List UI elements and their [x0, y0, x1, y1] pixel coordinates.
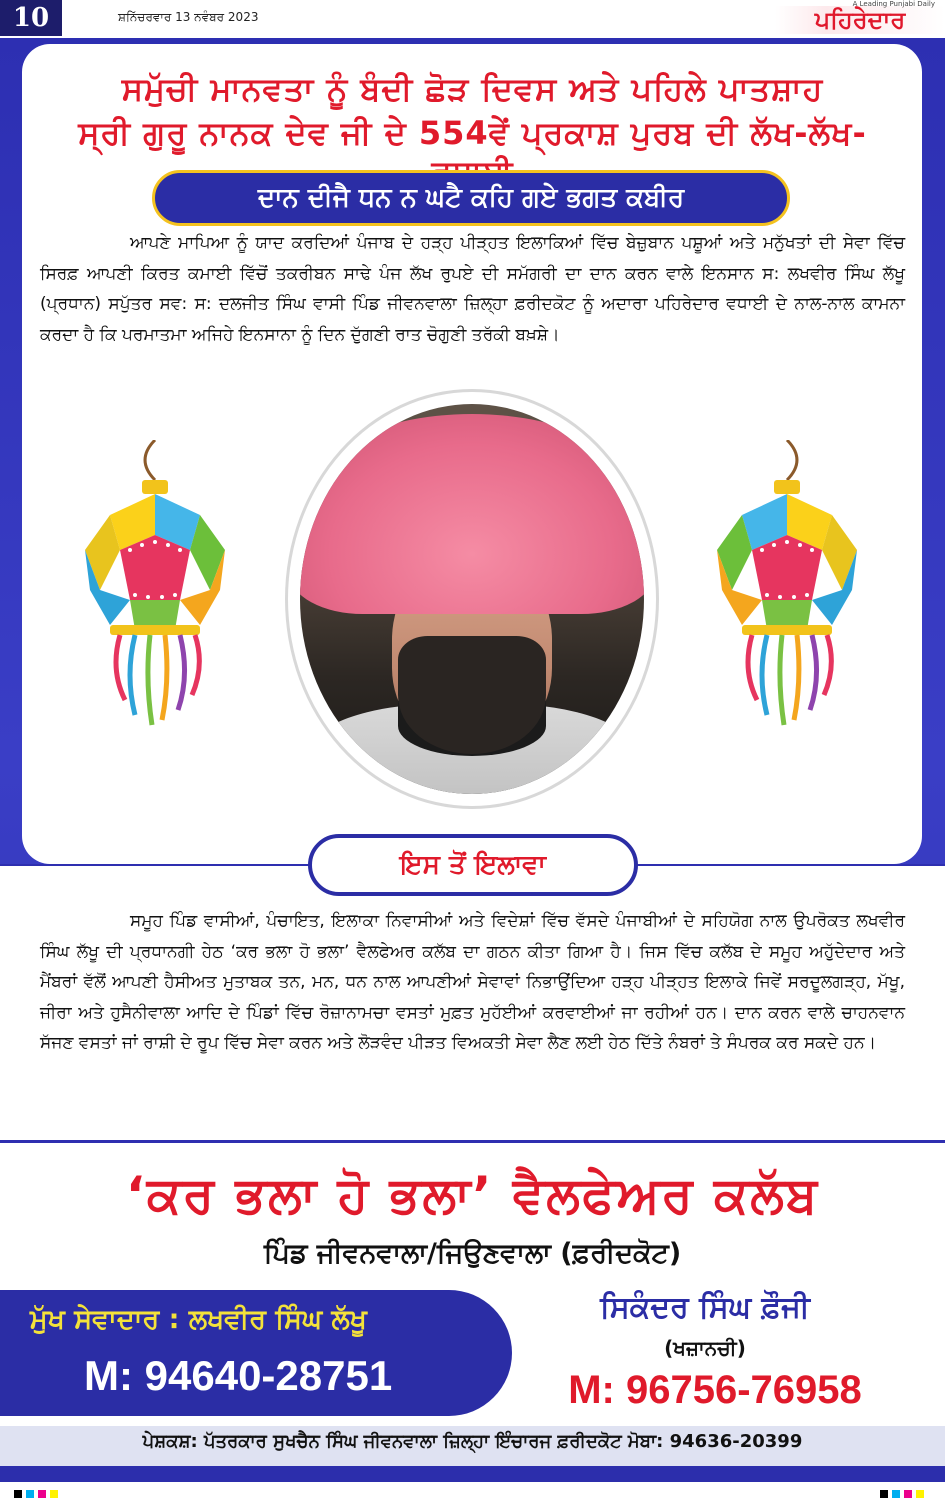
registration-mark [14, 1490, 22, 1498]
masthead-tagline: A Leading Punjabi Daily [852, 0, 935, 8]
second-text: ਸਮੂਹ ਪਿੰਡ ਵਾਸੀਆਂ, ਪੰਚਾਇਤ, ਇਲਾਕਾ ਨਿਵਾਸੀਆਂ ਅਤੇ ਵਿਦੇਸ਼ਾਂ ਵਿੱਚ ਵੱਸਦੇ ਪੰਜਾਬੀਆਂ ਦੇ ਸਹਿਯੋਗ ਨਾਲ ਉਪਰੋਕਤ ਲਖਵੀਰ ਸਿੰਘ ਲੱਖੂ ਦੀ ਪ੍ਰਧਾਨਗੀ ਹੇਠ ‘ਕਰ ਭਲਾ ਹੋ ਭਲਾ’ ਵੈਲਫੇਅਰ ਕਲੱਬ ਦਾ ਗਠਨ ਕੀਤਾ ਗਿਆ ਹੈ। ਜਿਸ ਵਿੱਚ ਕਲੱਬ ਦੇ ਸਮੂਹ ਅਹੁੱਦੇਦਾਰ ਅਤੇ ਮੈਂਬਰਾਂ ਵੱਲੋਂ ਆਪਣੀ ਹੈਸੀਅਤ ਮੁਤਾਬਕ ਤਨ, ਮਨ, ਧਨ ਨਾਲ ਆਪਣੀਆਂ ਸੇਵਾਵਾਂ ਨਿਭਾਉਂਦਿਆ ਹੜ੍ਹ ਪੀੜ੍ਹਤ ਇਲਾਕੇ ਜਿਵੇਂ ਸਰਦੂਲਗੜ੍ਹ, ਮੱਖੂ, ਜੀਰਾ ਅਤੇ ਹੁਸੈਨੀਵਾਲਾ ਆਦਿ ਦੇ ਪਿੰਡਾਂ ਵਿੱਚ ਰੋਜ਼ਾਨਾਮਚਾ ਵਸਤਾਂ ਮੁਫ਼ਤ ਮੁਹੱਈਆਂ ਕਰਵਾਈਆਂ ਜਾ ਰਹੀਆਂ ਹਨ। ਦਾਨ ਕਰਨ ਵਾਲੇ ਚਾਹਨਵਾਨ ਸੱਜਣ ਵਸਤਾਂ ਜਾਂ ਰਾਸ਼ੀ ਦੇ ਰੂਪ ਵਿੱਚ ਸੇਵਾ ਕਰਨ ਅਤੇ ਲੋੜਵੰਦ ਪੀੜਤ ਵਿਅਕਤੀ ਸੇਵਾ ਲੈਣ ਲਈ ਹੇਠ ਦਿੱਤੇ ਨੰਬਰਾਂ ਤੇ ਸੰਪਰਕ ਕਰ ਸਕਦੇ ਹਨ। [40, 911, 905, 1053]
second-paragraph [40, 906, 905, 1059]
section-label: ਇਸ ਤੋਂ ਇਲਾਵਾ [308, 834, 638, 896]
registration-mark [880, 1490, 888, 1498]
intro-paragraph [40, 228, 905, 350]
registration-mark [50, 1490, 58, 1498]
leader-title: ਮੁੱਖ ਸੇਵਾਦਾਰ : ਲਖਵੀਰ ਸਿੰਘ ਲੱਖੂ [30, 1304, 367, 1335]
club-name: ‘ਕਰ ਭਲਾ ਹੋ ਭਲਾ’ ਵੈਲਫੇਅਰ ਕਲੱਬ [125, 1166, 820, 1224]
registration-mark [916, 1490, 924, 1498]
registration-mark [26, 1490, 34, 1498]
greeting-line-1: ਸਮੁੱਚੀ ਮਾਨਵਤਾ ਨੂੰ ਬੰਦੀ ਛੋੜ ਦਿਵਸ ਅਤੇ ਪਹਿਲੇ ਪਾਤਸ਼ਾਹ [121, 70, 824, 108]
treasurer-phone: M: 96756-76958 [568, 1368, 862, 1412]
intro-text: ਆਪਣੇ ਮਾਪਿਆ ਨੂੰ ਯਾਦ ਕਰਦਿਆਂ ਪੰਜਾਬ ਦੇ ਹੜ੍ਹ ਪੀੜ੍ਹਤ ਇਲਾਕਿਆਂ ਵਿੱਚ ਬੇਜ਼ੁਬਾਨ ਪਸ਼ੂਆਂ ਅਤੇ ਮਨੁੱਖਤਾਂ ਦੀ ਸੇਵਾ ਵਿੱਚ ਸਿਰਫ਼ ਆਪਣੀ ਕਿਰਤ ਕਮਾਈ ਵਿੱਚੋਂ ਤਕਰੀਬਨ ਸਾਢੇ ਪੰਜ ਲੱਖ ਰੁਪਏ ਦੀ ਸਮੱਗਰੀ ਦਾ ਦਾਨ ਕਰਨ ਵਾਲੇ ਇਨਸਾਨ ਸ: ਲਖਵੀਰ ਸਿੰਘ ਲੱਖੂ (ਪ੍ਰਧਾਨ) ਸਪੁੱਤਰ ਸਵ: ਸ: ਦਲਜੀਤ ਸਿੰਘ ਵਾਸੀ ਪਿੰਡ ਜੀਵਨਵਾਲਾ ਜ਼ਿਲ੍ਹਾ ਫ਼ਰੀਦਕੋਟ ਨੂੰ ਅਦਾਰਾ ਪਹਿਰੇਦਾਰ ਵਧਾਈ ਦੇ ਨਾਲ-ਨਾਲ ਕਾਮਨਾ ਕਰਦਾ ਹੈ ਕਿ ਪਰਮਾਤਮਾ ਅਜਿਹੇ ਇਨਸਾਨਾ ਨੂੰ ਦਿਨ ਦੁੱਗਣੀ ਰਾਤ ਚੋਗੁਣੀ ਤਰੱਕੀ ਬਖ਼ਸ਼ੇ। [40, 233, 905, 345]
registration-mark [892, 1490, 900, 1498]
greeting-line-2: ਸ੍ਰੀ ਗੁਰੂ ਨਾਨਕ ਦੇਵ ਜੀ ਦੇ 554ਵੇਂ ਪ੍ਰਕਾਸ਼ ਪੁਰਬ ਦੀ ਲੱਖ-ਲੱਖ- [78, 114, 867, 152]
portrait-photo [300, 404, 644, 794]
page-header [0, 0, 945, 38]
leader-phone: M: 94640-28751 [84, 1352, 393, 1399]
footer-credit: ਪੇਸ਼ਕਸ਼: ਪੱਤਰਕਾਰ ਸੁਖਚੈਨ ਸਿੰਘ ਜੀਵਨਵਾਲਾ ਜ਼ਿਲ੍ਹਾ ਇੰਚਾਰਜ ਫ਼ਰੀਦਕੋਟ ਮੋਬਾ: 94636-20399 [142, 1431, 803, 1452]
section-rule-middle [0, 1140, 945, 1143]
registration-mark [38, 1490, 46, 1498]
masthead-logo: ਪਹਿਰੇਦਾਰ [775, 6, 945, 34]
club-location: ਪਿੰਡ ਜੀਵਨਵਾਲਾ/ਜਿਉਣਵਾਲਾ (ਫ਼ਰੀਦਕੋਟ) [263, 1238, 682, 1269]
lantern-left-icon [80, 440, 230, 730]
issue-date: ਸ਼ਨਿੱਚਰਵਾਰ 13 ਨਵੰਬਰ 2023 [118, 10, 259, 24]
print-strip [0, 1482, 945, 1507]
treasurer-name: ਸਿਕੰਦਰ ਸਿੰਘ ਫ਼ੌਜੀ [600, 1290, 810, 1325]
page-number: 10 [0, 0, 62, 36]
treasurer-role: (ਖਜ਼ਾਨਚੀ) [664, 1336, 746, 1360]
portrait-beard [398, 636, 546, 754]
lantern-right-icon [712, 440, 862, 730]
quote-banner: ਦਾਨ ਦੀਜੈ ਧਨ ਨ ਘਟੈ ਕਹਿ ਗਏ ਭਗਤ ਕਬੀਰ [152, 170, 790, 226]
registration-mark [904, 1490, 912, 1498]
portrait-turban [300, 414, 644, 614]
